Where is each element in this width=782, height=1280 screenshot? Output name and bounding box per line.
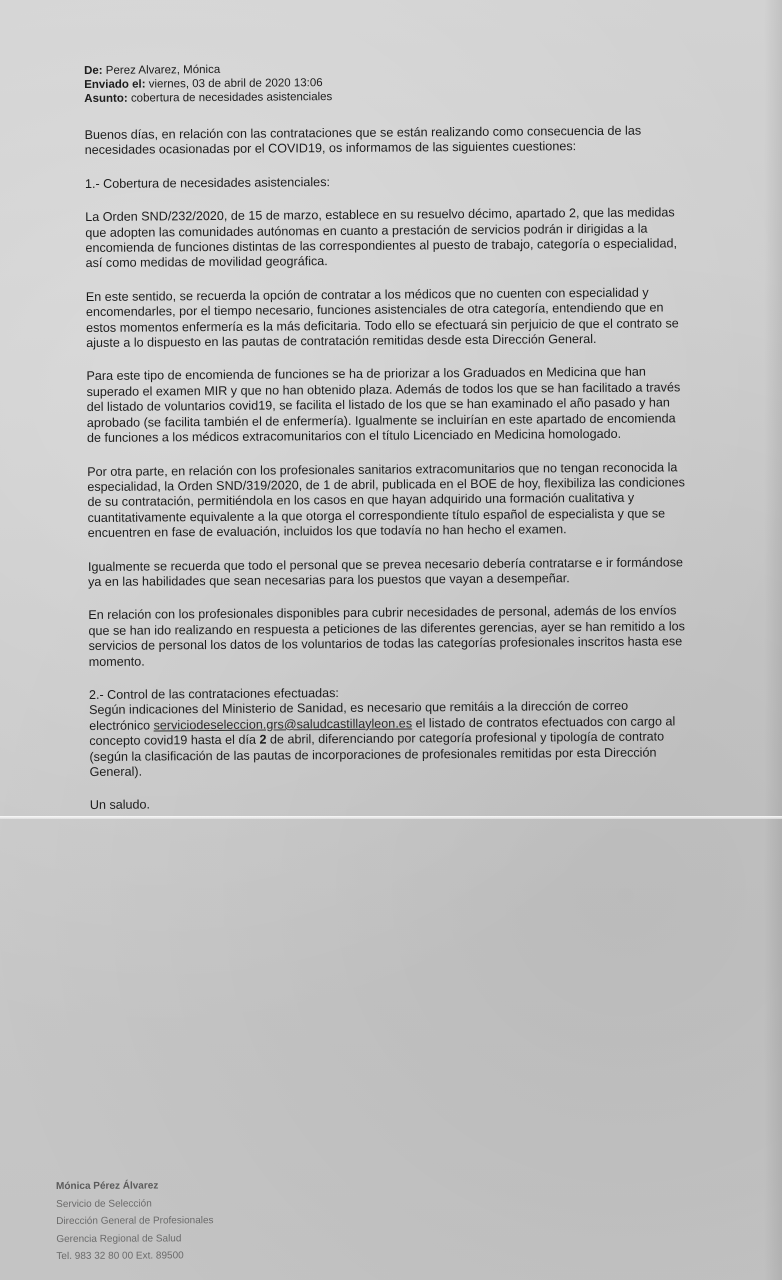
from-label: De: — [84, 64, 103, 77]
section1-paragraph-3: Para este tipo de encomienda de funciones se ha de priorizar a los Graduados en Medicina que han superado el examen MIR y que no han obtenido plaza. Además de todos los que se han facilitado a través del listado de voluntarios covid19, se facilita el listado de los que se han examinado el año pasado y han aprobado (se facilita también el de enfermería). Igualmente se incluirían en este apartado de encomienda de funciones a los médicos extracomunitarios con el título Licenciado en Medicina homologado. — [86, 365, 681, 446]
signature-agency: Gerencia Regional de Salud — [56, 1232, 182, 1245]
section1-paragraph-4: Por otra parte, en relación con los profesionales sanitarios extracomunitarios que no tengan reconocida la especialidad, la Orden SND/319/2020, de 1 de abril, publicada en el BOE de hoy, flexibiliza las condiciones de su contratación, permitiéndola en los casos en que hayan adquirido una formación cualitativa y cuantitativamente equivalente a la que otorga el correspondiente título español de especialista y que se encuentren en fase de evaluación, incluidos los que todavía no han hecho el examen. — [87, 459, 685, 541]
closing-greeting: Un saludo. — [89, 797, 151, 813]
signature-block — [56, 1177, 214, 1265]
from-value: Perez Alvarez, Mónica — [105, 63, 221, 77]
signature-direction: Dirección General de Profesionales — [56, 1215, 214, 1227]
signature-phone: Tel. 983 32 80 00 Ext. 89500 — [56, 1250, 184, 1262]
sent-value: viernes, 03 de abril de 2020 13:06 — [148, 77, 323, 91]
signature-service: Servicio de Selección — [56, 1197, 152, 1210]
section2-title: 2.- Control de las contrataciones efectuadas: — [88, 685, 339, 702]
letter-body — [85, 123, 690, 812]
page-edge-shadow — [764, 0, 782, 1280]
section1-paragraph-1: La Orden SND/232/2020, de 15 de marzo, establece en su resuelvo décimo, apartado 2, que las medidas que adopten las comunidades autónomas en cuanto a prestación de servicios podrán ir dirigidas a la encomienda de funciones distintas de las correspondientes al puesto de trabajo, categoría o especialidad, así como medidas de movilidad geográfica. — [85, 205, 678, 271]
section1-paragraph-2: En este sentido, se recuerda la opción de contratar a los médicos que no cuenten con especialidad y encomendarles, por el tiempo necesario, funciones asistenciales de otra categoría, entendiendo que en estos momentos enfermería es la más deficitaria. Todo ello se efectuará sin perjuicio de que el contrato se ajuste a lo dispuesto en las pautas de contratación remitidas desde esta Dirección General. — [85, 285, 679, 351]
section2-day: 2 — [259, 732, 267, 747]
email-link[interactable]: serviciodeseleccion.grs@saludcastillayleon.es — [153, 716, 413, 733]
section2-text-c: de abril, diferenciando por categoría profesional y tipología de contrato (según la clasificación de las pautas de incorporaciones de profesionales remitidas por esta Dirección General). — [89, 729, 665, 779]
email-header — [84, 59, 684, 106]
subject-value: cobertura de necesidades asistenciales — [130, 91, 333, 105]
section1-paragraph-6: En relación con los profesionales disponibles para cubrir necesidades de personal, además de los envíos que se han ido realizando en respuesta a peticiones de las diferentes gerencias, ayer se han remitido a los servicios de personal los datos de los voluntarios de todas las categorías profesionales inscritos hasta ese momento. — [88, 603, 685, 669]
signature-name: Mónica Pérez Álvarez — [56, 1180, 159, 1192]
section2-text-b: el listado de contratos efectuados con cargo al concepto covid19 hasta el día — [89, 714, 676, 749]
section1-paragraph-5: Igualmente se recuerda que todo el personal que se prevea necesario debería contratarse e ir formándose ya en las habilidades que sean necesarias para los puestos que vayan a desempeñar. — [87, 554, 684, 589]
sent-label: Enviado el: — [84, 78, 146, 91]
section2-text-a: Según indicaciones del Ministerio de Sanidad, es necesario que remitáis a la dirección de correo electrónico — [89, 699, 629, 733]
fold-crease — [0, 816, 782, 819]
letter-content — [84, 59, 690, 812]
intro-paragraph: Buenos días, en relación con las contrataciones que se están realizando como consecuencia de las necesidades ocasionadas por el COVID19, os informamos de las siguientes cuestiones: — [84, 123, 642, 158]
section1-title: 1.- Cobertura de necesidades asistenciales: — [84, 174, 331, 191]
subject-label: Asunto: — [84, 92, 128, 105]
section2-paragraph — [89, 699, 690, 781]
